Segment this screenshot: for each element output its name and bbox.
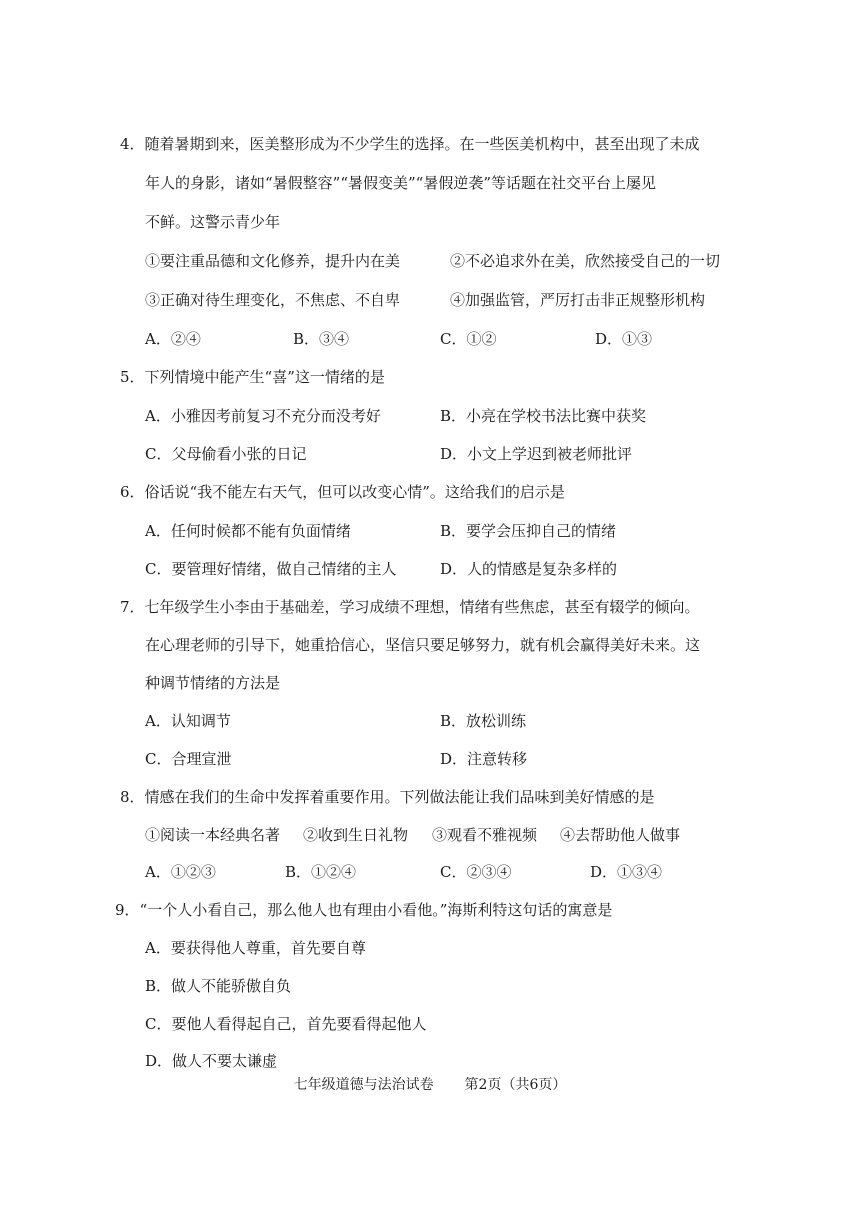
question-7-option-a: A．认知调节 — [145, 712, 231, 730]
question-8-item-1: ①阅读一本经典名著 — [145, 826, 281, 844]
question-9-option-a: A．要获得他人尊重，首先要自尊 — [145, 939, 366, 957]
question-6-stem: 6．俗话说“我不能左右天气，但可以改变心情”。这给我们的启示是 — [120, 483, 565, 501]
question-9-stem: 9．“一个人小看自己，那么他人也有理由小看他。”海斯利特这句话的寓意是 — [115, 901, 613, 919]
question-5-option-c: C．父母偷看小张的日记 — [145, 445, 307, 463]
question-8-option-a: A．①②③ — [145, 863, 216, 881]
question-8-item-3: ③观看不雅视频 — [432, 826, 538, 844]
question-8-item-4: ④去帮助他人做事 — [560, 826, 681, 844]
question-4-option-a: A．②④ — [145, 330, 201, 348]
question-5-option-d: D．小文上学迟到被老师批评 — [440, 445, 633, 463]
question-5-option-b: B．小亮在学校书法比赛中获奖 — [440, 407, 647, 425]
question-9-option-b: B．做人不能骄傲自负 — [145, 977, 292, 995]
question-4-option-d: D．①③ — [595, 330, 653, 348]
question-7-stem-line-1: 7．七年级学生小李由于基础差，学习成绩不理想，情绪有些焦虑，甚至有辍学的倾向。 — [120, 598, 700, 616]
question-6-option-a: A．任何时候都不能有负面情绪 — [145, 522, 351, 540]
question-4-option-b: B．③④ — [293, 330, 350, 348]
question-5-option-a: A．小雅因考前复习不充分而没考好 — [145, 407, 381, 425]
question-6-option-b: B．要学会压抑自己的情绪 — [440, 522, 617, 540]
question-8-item-2: ②收到生日礼物 — [303, 826, 409, 844]
question-6-option-c: C．要管理好情绪，做自己情绪的主人 — [145, 560, 397, 578]
question-4-option-c: C．①② — [440, 330, 497, 348]
question-8-option-b: B．①②④ — [285, 863, 357, 881]
question-4-stem-line-3: 不鲜。这警示青少年 — [145, 213, 281, 231]
page-footer — [0, 1075, 860, 1095]
question-4-stem-line-2: 年人的身影，诸如“暑假整容”“暑假变美”“暑假逆袭”等话题在社交平台上屡见 — [145, 174, 657, 192]
question-7-option-c: C．合理宣泄 — [145, 750, 232, 768]
question-9-option-c: C．要他人看得起自己，首先要看得起他人 — [145, 1015, 427, 1033]
question-6-option-d: D．人的情感是复杂多样的 — [440, 560, 618, 578]
question-4-stem-line-1: 4．随着暑期到来，医美整形成为不少学生的选择。在一些医美机构中，甚至出现了未成 — [120, 135, 700, 153]
question-4-item-1: ①要注重品德和文化修养，提升内在美 — [145, 252, 401, 270]
question-8-option-d: D．①③④ — [590, 863, 663, 881]
question-4-item-2: ②不必追求外在美，欣然接受自己的一切 — [450, 252, 721, 270]
question-7-stem-line-3: 种调节情绪的方法是 — [145, 674, 281, 692]
question-9-option-d: D．做人不要太谦虚 — [145, 1052, 278, 1070]
footer-subject: 七年级道德与法治试卷 — [293, 1077, 434, 1093]
question-7-stem-line-2: 在心理老师的引导下，她重拾信心，坚信只要足够努力，就有机会赢得美好未来。这 — [145, 636, 701, 654]
question-8-stem: 8．情感在我们的生命中发挥着重要作用。下列做法能让我们品味到美好情感的是 — [120, 788, 655, 806]
question-4-item-3: ③正确对待生理变化，不焦虑、不自卑 — [145, 291, 401, 309]
question-5-stem: 5．下列情境中能产生“喜”这一情绪的是 — [120, 368, 385, 386]
footer-page-number: 第2页（共6页） — [464, 1077, 567, 1093]
question-7-option-b: B．放松训练 — [440, 712, 527, 730]
question-8-option-c: C．②③④ — [440, 863, 512, 881]
question-7-option-d: D．注意转移 — [440, 750, 528, 768]
question-4-item-4: ④加强监管，严厉打击非正规整形机构 — [450, 291, 706, 309]
